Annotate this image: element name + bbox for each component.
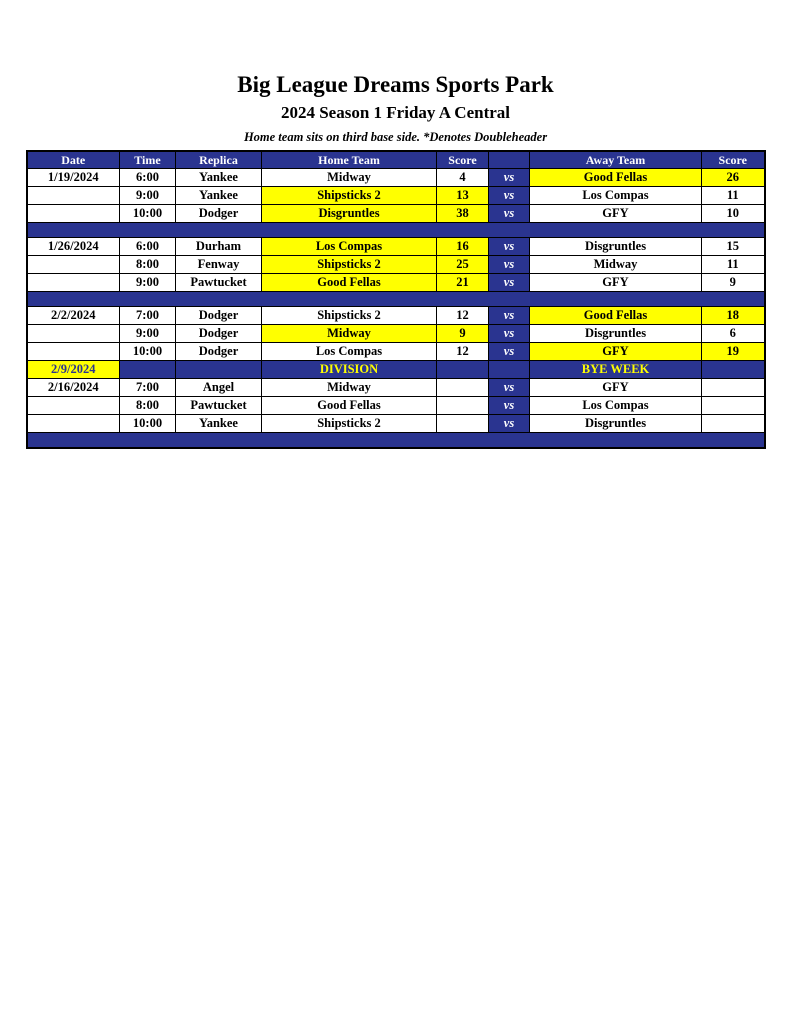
home-score-cell: 9 xyxy=(437,325,489,343)
page-subtitle: 2024 Season 1 Friday A Central xyxy=(280,103,511,122)
replica-cell: Angel xyxy=(176,379,262,397)
home-team-cell: Los Compas xyxy=(262,238,437,256)
home-team-cell: Los Compas xyxy=(262,343,437,361)
vs-label: vs xyxy=(489,325,530,343)
page-title: Big League Dreams Sports Park xyxy=(237,72,554,97)
away-team-cell: Los Compas xyxy=(530,187,702,205)
time-cell: 7:00 xyxy=(120,307,176,325)
date-cell xyxy=(27,274,120,292)
away-team-cell: Disgruntles xyxy=(530,415,702,433)
time-cell: 8:00 xyxy=(120,397,176,415)
game-row xyxy=(27,238,765,256)
time-cell: 10:00 xyxy=(120,205,176,223)
time-cell: 10:00 xyxy=(120,343,176,361)
replica-cell: Yankee xyxy=(176,187,262,205)
game-row xyxy=(27,397,765,415)
spacer-row xyxy=(27,433,765,449)
replica-cell: Yankee xyxy=(176,169,262,187)
spacer-cell xyxy=(27,223,765,238)
away-team-cell: Los Compas xyxy=(530,397,702,415)
header-home-team: Home Team xyxy=(262,151,437,169)
date-cell: 1/19/2024 xyxy=(27,169,120,187)
date-cell xyxy=(27,397,120,415)
away-score-cell xyxy=(702,361,765,379)
home-team-cell: Disgruntles xyxy=(262,205,437,223)
replica-cell: Dodger xyxy=(176,325,262,343)
away-score-cell: 18 xyxy=(702,307,765,325)
game-row xyxy=(27,379,765,397)
home-score-cell: 25 xyxy=(437,256,489,274)
date-cell xyxy=(27,415,120,433)
game-row xyxy=(27,343,765,361)
home-score-cell: 12 xyxy=(437,307,489,325)
time-cell: 6:00 xyxy=(120,238,176,256)
replica-cell: Yankee xyxy=(176,415,262,433)
vs-label: vs xyxy=(489,274,530,292)
home-team-cell: Midway xyxy=(262,379,437,397)
game-row xyxy=(27,169,765,187)
date-cell: 2/2/2024 xyxy=(27,307,120,325)
game-row xyxy=(27,187,765,205)
home-score-cell: 38 xyxy=(437,205,489,223)
header-date: Date xyxy=(27,151,120,169)
away-score-cell: 6 xyxy=(702,325,765,343)
spacer-cell xyxy=(27,292,765,307)
home-team-cell: Midway xyxy=(262,325,437,343)
home-team-cell: Good Fellas xyxy=(262,397,437,415)
time-cell: 9:00 xyxy=(120,325,176,343)
vs-label: vs xyxy=(489,187,530,205)
time-cell xyxy=(120,361,176,379)
time-cell: 9:00 xyxy=(120,274,176,292)
vs-label: vs xyxy=(489,238,530,256)
game-row xyxy=(27,325,765,343)
date-cell xyxy=(27,325,120,343)
bye-week-label: BYE WEEK xyxy=(530,361,702,379)
vs-label: vs xyxy=(489,415,530,433)
spacer-row xyxy=(27,223,765,238)
away-score-cell: 15 xyxy=(702,238,765,256)
game-row xyxy=(27,205,765,223)
away-team-cell: Disgruntles xyxy=(530,325,702,343)
away-score-cell: 11 xyxy=(702,256,765,274)
replica-cell: Dodger xyxy=(176,343,262,361)
game-row xyxy=(27,256,765,274)
home-score-cell xyxy=(437,361,489,379)
away-score-cell: 11 xyxy=(702,187,765,205)
header-away-score: Score xyxy=(702,151,765,169)
vs-label: vs xyxy=(489,379,530,397)
away-score-cell: 19 xyxy=(702,343,765,361)
date-cell: 1/26/2024 xyxy=(27,238,120,256)
replica-cell: Durham xyxy=(176,238,262,256)
time-cell: 10:00 xyxy=(120,415,176,433)
replica-cell: Fenway xyxy=(176,256,262,274)
vs-label: vs xyxy=(489,169,530,187)
away-score-cell: 9 xyxy=(702,274,765,292)
away-team-cell: GFY xyxy=(530,379,702,397)
away-team-cell: GFY xyxy=(530,205,702,223)
replica-cell: Dodger xyxy=(176,205,262,223)
spacer-cell xyxy=(27,433,765,449)
date-cell: 2/9/2024 xyxy=(27,361,120,379)
replica-cell: Pawtucket xyxy=(176,274,262,292)
game-row xyxy=(27,307,765,325)
away-score-cell: 26 xyxy=(702,169,765,187)
spacer-row xyxy=(27,292,765,307)
home-score-cell: 16 xyxy=(437,238,489,256)
away-score-cell: 10 xyxy=(702,205,765,223)
header-replica: Replica xyxy=(176,151,262,169)
date-cell xyxy=(27,256,120,274)
time-cell: 6:00 xyxy=(120,169,176,187)
document-page xyxy=(0,0,791,449)
replica-cell: Dodger xyxy=(176,307,262,325)
schedule-note: Home team sits on third base side. *Denotes Doubleheader xyxy=(243,130,548,144)
date-cell xyxy=(27,205,120,223)
vs-label: vs xyxy=(489,256,530,274)
away-team-cell: Disgruntles xyxy=(530,238,702,256)
game-row xyxy=(27,274,765,292)
schedule-body xyxy=(27,169,765,449)
game-row xyxy=(27,415,765,433)
home-team-cell: Shipsticks 2 xyxy=(262,256,437,274)
header-vs xyxy=(489,151,530,169)
replica-cell xyxy=(176,361,262,379)
away-score-cell xyxy=(702,415,765,433)
home-score-cell: 4 xyxy=(437,169,489,187)
vs-cell xyxy=(489,361,530,379)
header-home-score: Score xyxy=(437,151,489,169)
date-cell: 2/16/2024 xyxy=(27,379,120,397)
date-cell xyxy=(27,343,120,361)
home-team-cell: Shipsticks 2 xyxy=(262,187,437,205)
home-score-cell: 12 xyxy=(437,343,489,361)
schedule-table xyxy=(26,150,766,449)
time-cell: 8:00 xyxy=(120,256,176,274)
bye-week-row xyxy=(27,361,765,379)
away-team-cell: GFY xyxy=(530,274,702,292)
division-label: DIVISION xyxy=(262,361,437,379)
time-cell: 9:00 xyxy=(120,187,176,205)
vs-label: vs xyxy=(489,205,530,223)
home-score-cell: 21 xyxy=(437,274,489,292)
away-score-cell xyxy=(702,379,765,397)
home-score-cell xyxy=(437,397,489,415)
away-score-cell xyxy=(702,397,765,415)
time-cell: 7:00 xyxy=(120,379,176,397)
home-score-cell xyxy=(437,379,489,397)
replica-cell: Pawtucket xyxy=(176,397,262,415)
home-team-cell: Midway xyxy=(262,169,437,187)
vs-label: vs xyxy=(489,343,530,361)
vs-label: vs xyxy=(489,397,530,415)
header-time: Time xyxy=(120,151,176,169)
header-row xyxy=(27,151,765,169)
home-score-cell: 13 xyxy=(437,187,489,205)
vs-label: vs xyxy=(489,307,530,325)
home-team-cell: Shipsticks 2 xyxy=(262,415,437,433)
away-team-cell: Good Fellas xyxy=(530,307,702,325)
home-score-cell xyxy=(437,415,489,433)
header-away-team: Away Team xyxy=(530,151,702,169)
date-cell xyxy=(27,187,120,205)
home-team-cell: Shipsticks 2 xyxy=(262,307,437,325)
away-team-cell: GFY xyxy=(530,343,702,361)
away-team-cell: Midway xyxy=(530,256,702,274)
away-team-cell: Good Fellas xyxy=(530,169,702,187)
home-team-cell: Good Fellas xyxy=(262,274,437,292)
